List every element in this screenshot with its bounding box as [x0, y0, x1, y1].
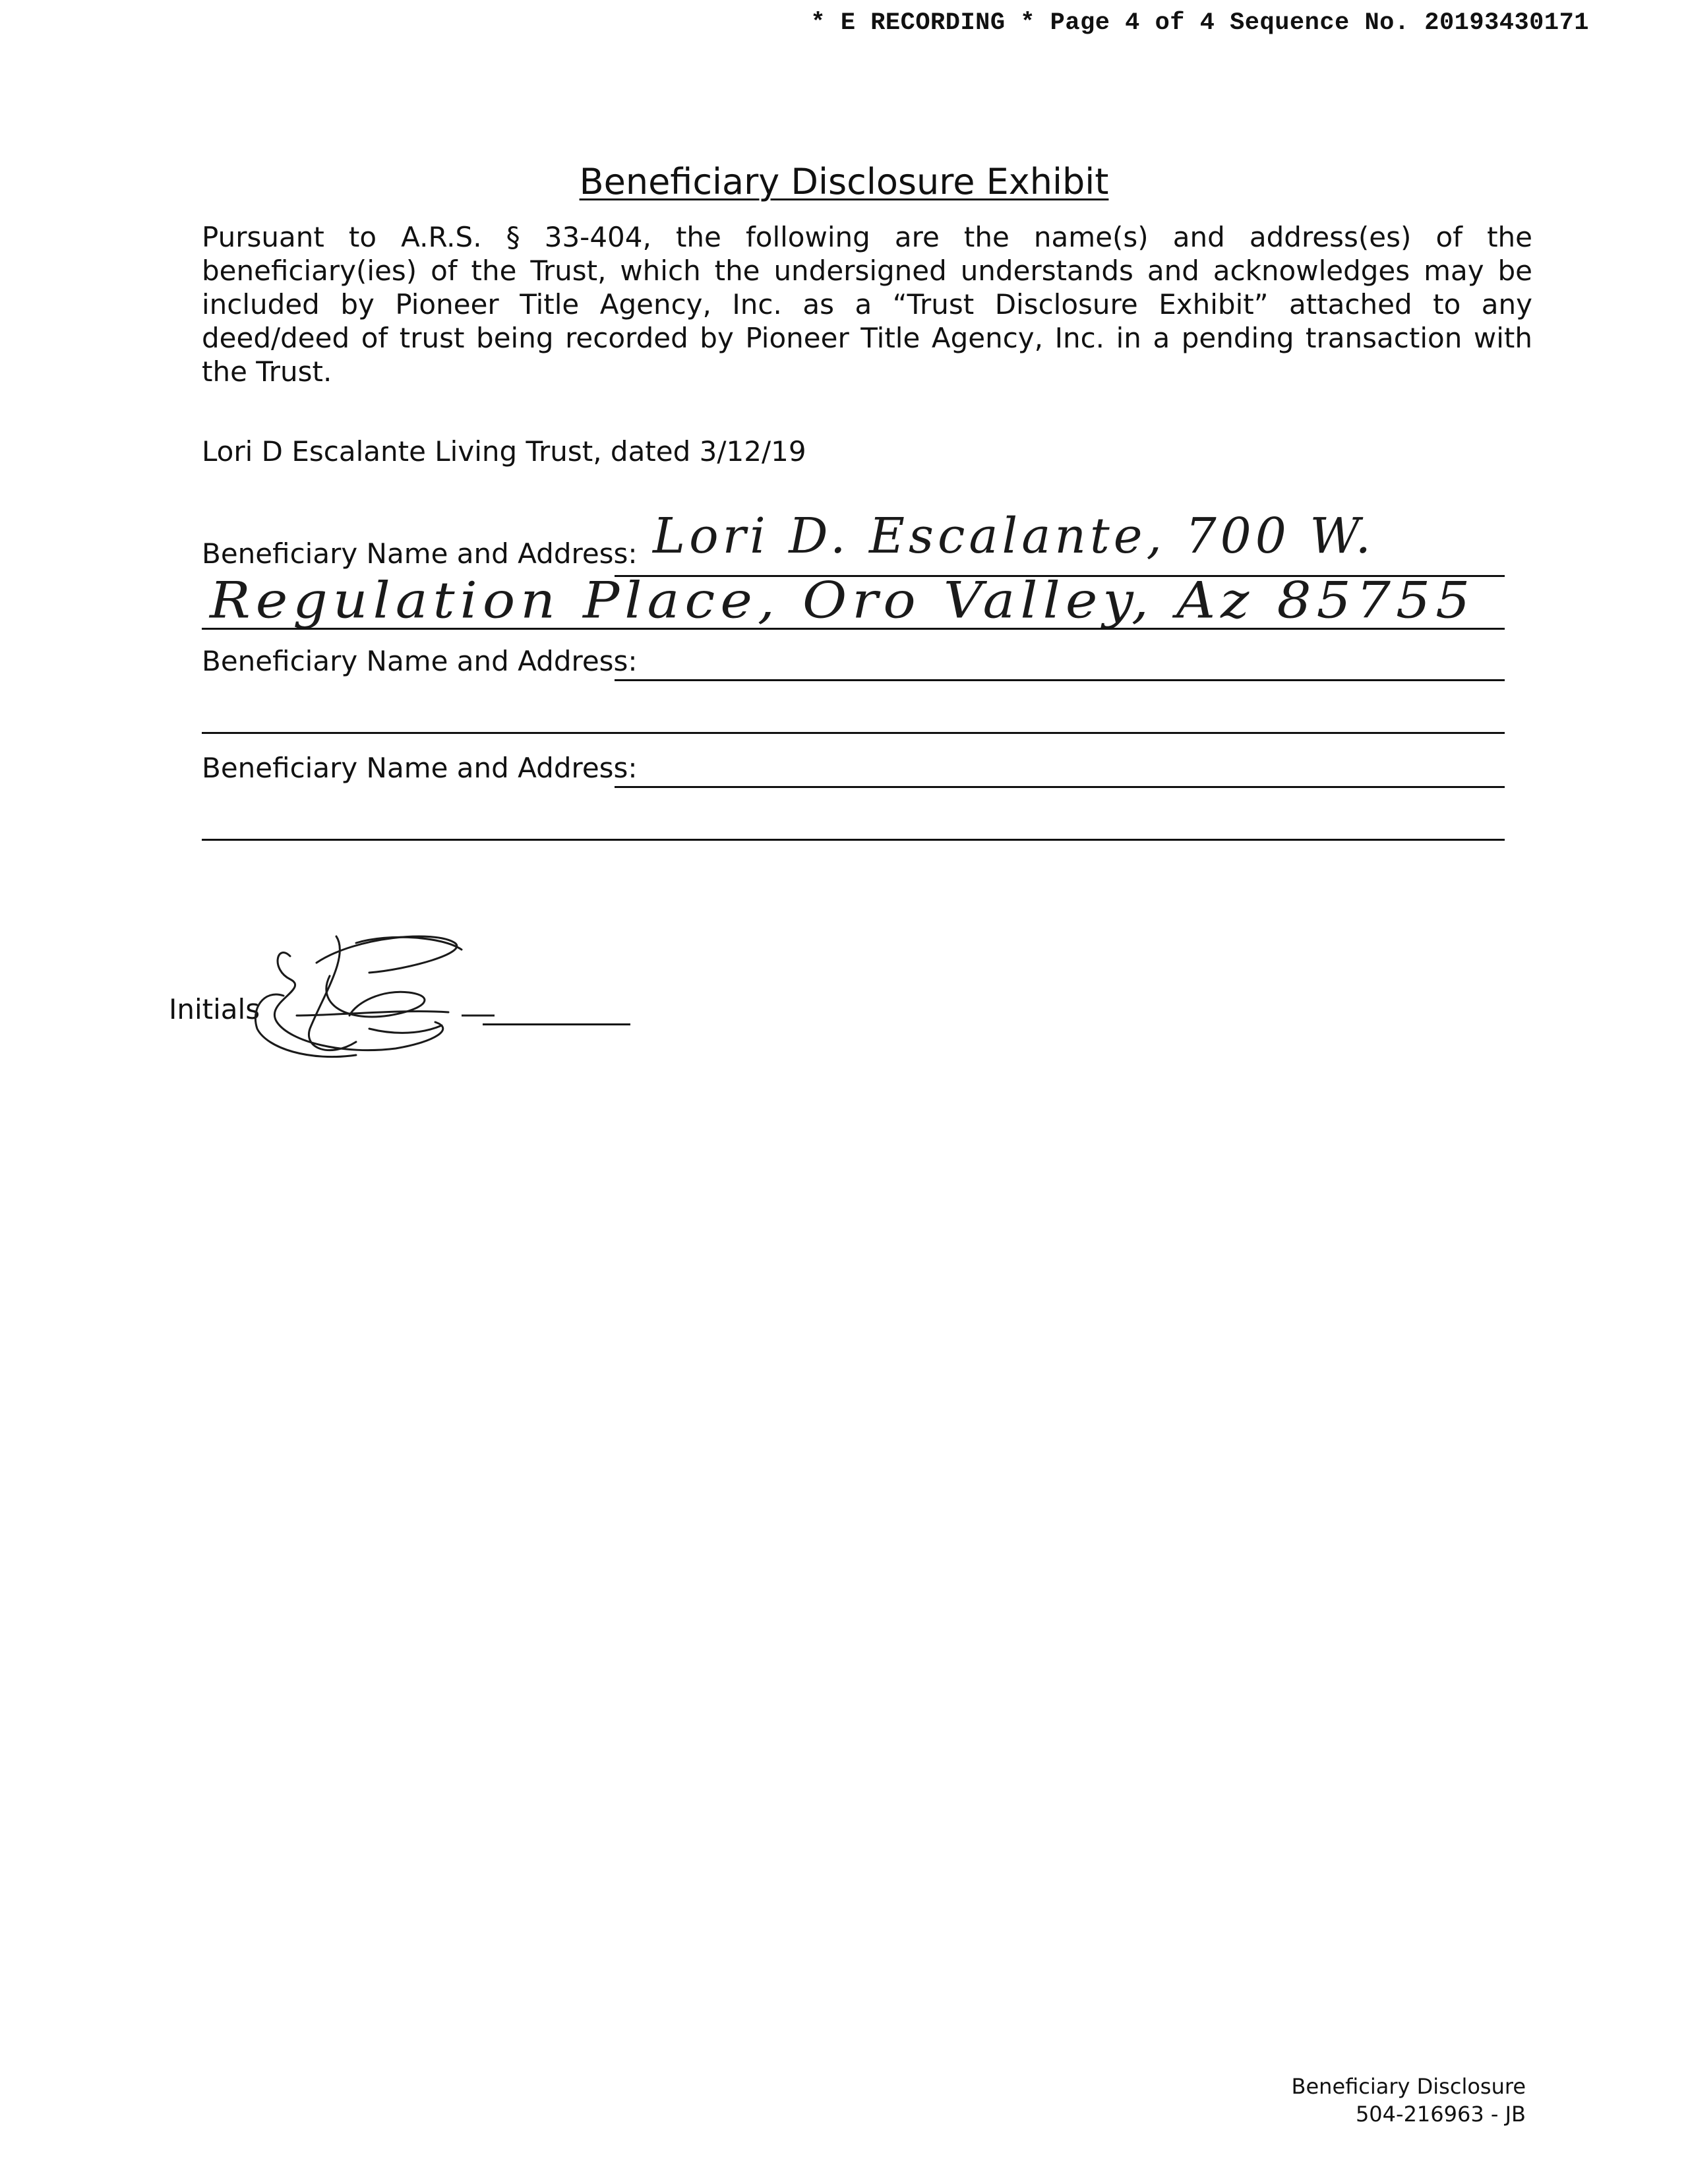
beneficiary-3-rule-1[interactable] — [615, 786, 1505, 788]
beneficiary-3-rule-2[interactable] — [202, 839, 1505, 841]
beneficiary-1-handwritten-address: Regulation Place, Oro Valley, Az 85755 — [210, 572, 1476, 630]
footer-form-code: 504-216963 - JB — [1355, 2102, 1526, 2127]
initials-signature — [237, 917, 501, 1075]
recording-stamp: * E RECORDING * Page 4 of 4 Sequence No. 20193430171 — [810, 9, 1589, 37]
beneficiary-1-label: Beneficiary Name and Address: — [202, 537, 638, 570]
beneficiary-3-label: Beneficiary Name and Address: — [202, 752, 638, 784]
document-title: Beneficiary Disclosure Exhibit — [579, 161, 1109, 202]
trust-name: Lori D Escalante Living Trust, dated 3/12/19 — [202, 435, 806, 468]
initials-rule[interactable] — [483, 1023, 630, 1025]
beneficiary-1-rule-2 — [202, 628, 1505, 630]
beneficiary-2-label: Beneficiary Name and Address: — [202, 645, 638, 677]
initials-label: Initials — [169, 993, 260, 1025]
intro-paragraph: Pursuant to A.R.S. § 33-404, the following are the name(s) and address(es) of the beneficiary(ies) of the Trust, which the undersigned understands and acknowledges may be included by Pioneer Title Agency, Inc. as a “Trust Disclosure Exhibit” attached to any deed/deed of trust being recorded by Pioneer Title Agency, Inc. in a pending transaction with the Trust. — [202, 221, 1532, 388]
beneficiary-2-rule-1[interactable] — [615, 679, 1505, 681]
footer-form-title: Beneficiary Disclosure — [1291, 2074, 1526, 2099]
beneficiary-2-rule-2[interactable] — [202, 732, 1505, 734]
beneficiary-1-handwritten-name: Lori D. Escalante, 700 W. — [653, 508, 1375, 564]
